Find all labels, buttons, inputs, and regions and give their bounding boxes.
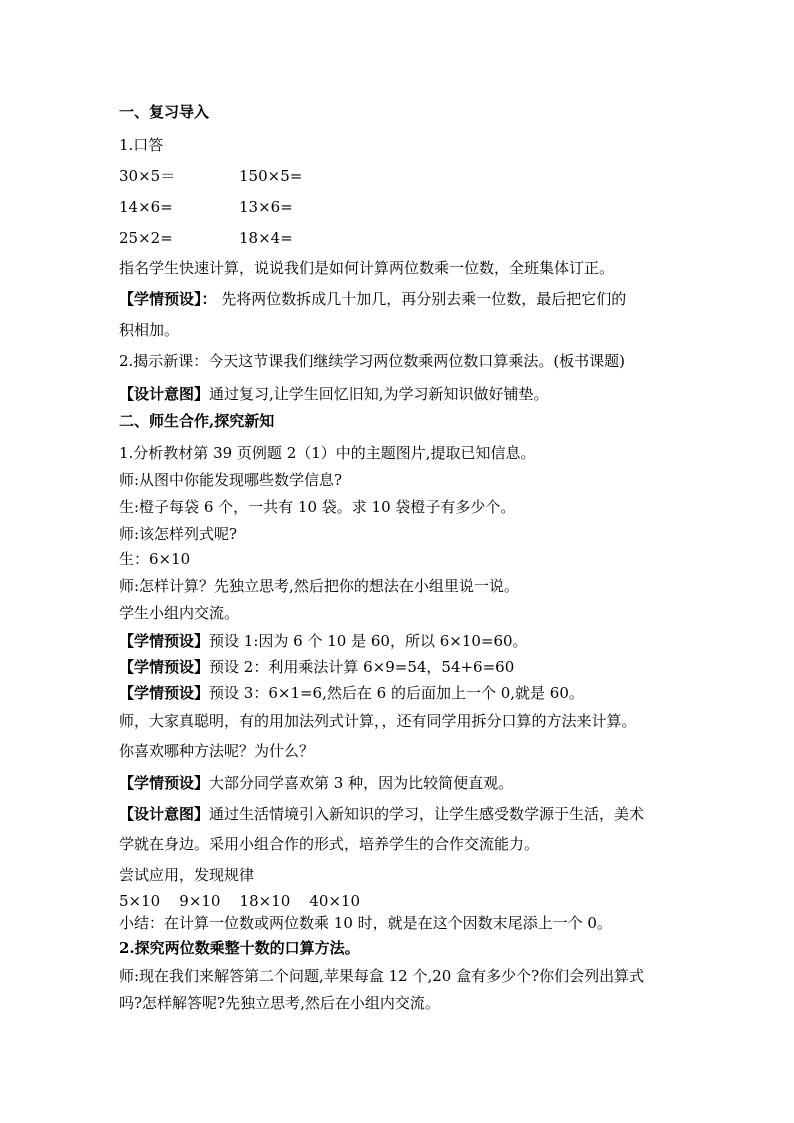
design-intent-tag: 【设计意图】 [119, 805, 210, 823]
body-line: 生:橙子每袋 6 个，一共有 10 袋。求 10 袋橙子有多少个。 [119, 498, 516, 516]
oral-problem: 14×6= [119, 198, 173, 216]
presupposition-1 [119, 290, 626, 308]
oral-title: 1.口答 [119, 136, 164, 154]
section1-heading: 一、复习导入 [119, 103, 210, 121]
reveal-text: 2.揭示新课：今天这节课我们继续学习两位数乘两位数口算乘法。(板书课题) [119, 352, 626, 370]
instruction-text: 指名学生快速计算，说说我们是如何计算两位数乘一位数，全班集体订正。 [119, 259, 615, 277]
design-intent-tag: 【设计意图】 [119, 385, 210, 403]
design-intent-text: 通过生活情境引入新知识的学习，让学生感受数学源于生活，美术 [209, 805, 645, 823]
final-line: 吗?怎样解答呢?先独立思考,然后在小组内交流。 [119, 994, 440, 1012]
oral-row-2 [119, 198, 293, 216]
oral-row-3 [119, 229, 293, 247]
presupposition-tag: 【学情预设】： [119, 290, 217, 308]
body-line: 生：6×10 [119, 550, 191, 568]
oral-problem: 150×5= [239, 167, 303, 185]
oral-problem: 25×2= [119, 229, 173, 247]
design-intent-2-cont: 学就在身边。采用小组合作的形式，培养学生的合作交流能力。 [119, 835, 540, 853]
design-intent-2 [119, 805, 644, 823]
design-intent-1 [119, 385, 549, 403]
final-line: 师:现在我们来解答第二个问题,苹果每盒 12 个,20 盒有多少个?你们会列出算式 [119, 967, 645, 985]
body-line: 师:从图中你能发现哪些数学信息? [119, 471, 343, 489]
oral-problem: 30×5＝ [119, 167, 176, 185]
design-intent-text: 通过复习,让学生回忆旧知,为学习新知识做好铺垫。 [209, 385, 549, 403]
preset-line [119, 658, 514, 676]
preset-text: 预设 1:因为 6 个 10 是 60，所以 6×10=60。 [209, 632, 528, 650]
subheading: 2.探究两位数乘整十数的口算方法。 [119, 939, 360, 957]
teacher-praise: 师，大家真聪明，有的用加法列式计算，，还有同学用拆分口算的方法来计算。 [119, 712, 637, 730]
try-title: 尝试应用，发现规律 [119, 866, 255, 884]
presupposition-tag: 【学情预设】 [119, 684, 210, 702]
body-line: 师:怎样计算？先独立思考,然后把你的想法在小组里说一说。 [119, 577, 519, 595]
oral-problem: 18×4= [239, 229, 293, 247]
preset-line [119, 774, 513, 792]
oral-row-1 [119, 167, 302, 185]
preset-text: 预设 3：6×1=6,然后在 6 的后面加上一个 0,就是 60。 [209, 684, 584, 702]
section2-heading: 二、师生合作,探究新知 [119, 412, 275, 430]
preset-line [119, 632, 528, 650]
body-line: 学生小组内交流。 [119, 604, 240, 622]
preset-text: 预设 2：利用乘法计算 6×9=54，54+6=60 [209, 658, 515, 676]
presupposition-tag: 【学情预设】 [119, 658, 210, 676]
presupposition-tag: 【学情预设】 [119, 632, 210, 650]
summary-text: 小结：在计算一位数或两位数乘 10 时，就是在这个因数末尾添上一个 0。 [119, 914, 612, 932]
try-problems: 5×10 9×10 18×10 40×10 [119, 892, 361, 910]
presupposition-tag: 【学情预设】 [119, 774, 210, 792]
preset-text: 大部分同学喜欢第 3 种，因为比较简便直观。 [209, 774, 514, 792]
presupposition-text: 先将两位数拆成几十加几，再分别去乘一位数，最后把它们的 [216, 290, 627, 308]
body-line: 1.分析教材第 39 页例题 2（1）中的主题图片,提取已知信息。 [119, 444, 536, 462]
question-text: 你喜欢哪种方法呢？为什么？ [119, 742, 315, 760]
body-line: 师:该怎样列式呢? [119, 525, 238, 543]
oral-problem: 13×6= [239, 198, 293, 216]
preset-line [119, 684, 584, 702]
presupposition-1-cont: 积相加。 [119, 321, 180, 339]
